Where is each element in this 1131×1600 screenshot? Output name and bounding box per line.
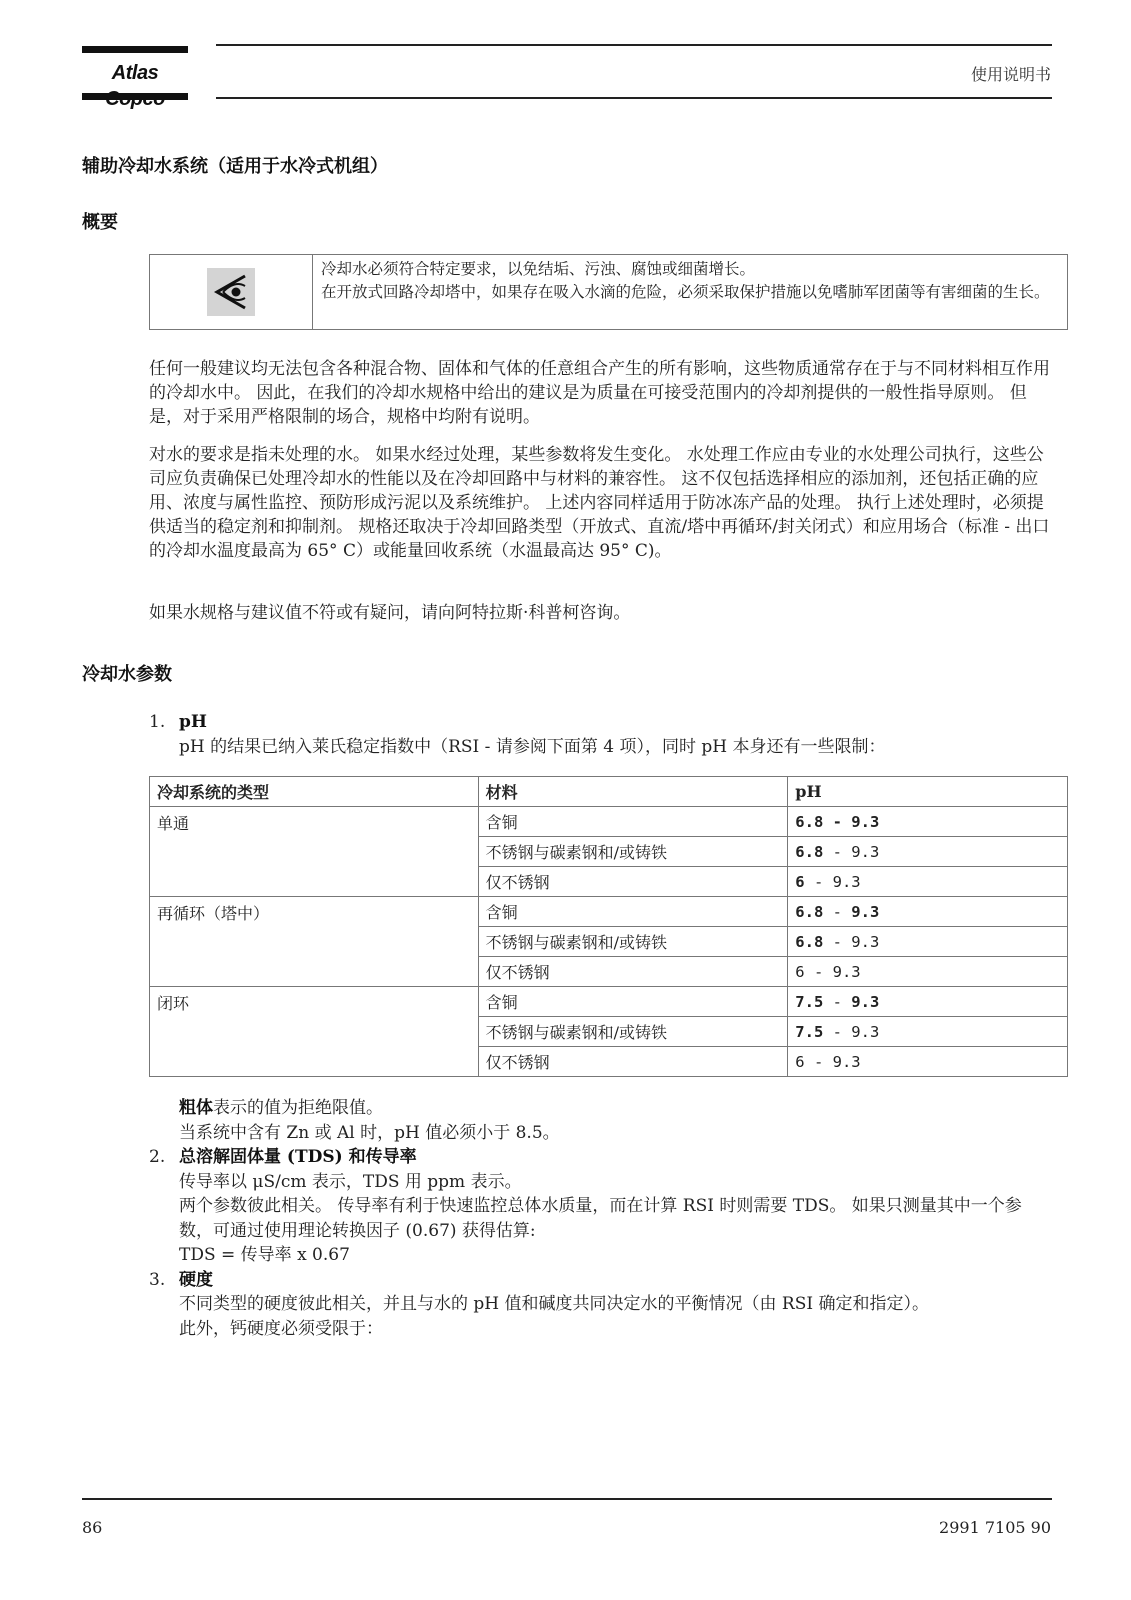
ph-sep: - bbox=[804, 1052, 833, 1071]
document-number: 2991 7105 90 bbox=[939, 1518, 1051, 1537]
material-cell: 含铜 bbox=[478, 987, 788, 1017]
ph-sep: - bbox=[804, 872, 833, 891]
bold-note bbox=[149, 1096, 1051, 1121]
ph-low: 7.5 bbox=[795, 992, 824, 1011]
ph-high: 9.3 bbox=[851, 992, 880, 1011]
ph-sep: - bbox=[823, 992, 852, 1011]
material-cell: 含铜 bbox=[478, 807, 788, 837]
page-number: 86 bbox=[82, 1518, 103, 1537]
header-material: 材料 bbox=[478, 777, 788, 807]
ph-high: 9.3 bbox=[851, 842, 880, 861]
ph-cell bbox=[788, 927, 1068, 957]
params-heading: 冷却水参数 bbox=[82, 664, 172, 685]
material-cell: 含铜 bbox=[478, 897, 788, 927]
ph-sep: - bbox=[823, 932, 852, 951]
table-header-row bbox=[150, 777, 1068, 807]
ph-sep: - bbox=[804, 962, 833, 981]
warning-icon-cell bbox=[150, 255, 313, 329]
material-cell: 不锈钢与碳素钢和/或铸铁 bbox=[478, 837, 788, 867]
ph-low: 6.8 bbox=[795, 932, 824, 951]
item-title: pH bbox=[179, 712, 207, 732]
ph-high: 9.3 bbox=[851, 932, 880, 951]
ph-sep: - bbox=[823, 812, 852, 831]
tds-formula: TDS = 传导率 x 0.67 bbox=[179, 1245, 350, 1265]
system-type-cell: 闭环 bbox=[150, 987, 479, 1077]
bold-note-emphasis: 粗体 bbox=[179, 1098, 213, 1118]
ph-low: 6 bbox=[795, 962, 805, 981]
footer-rule bbox=[82, 1498, 1052, 1500]
material-cell: 不锈钢与碳素钢和/或铸铁 bbox=[478, 927, 788, 957]
table-row bbox=[150, 807, 1068, 837]
ph-cell bbox=[788, 1047, 1068, 1077]
hardness-line-1: 不同类型的硬度彼此相关，并且与水的 pH 值和碱度共同决定水的平衡情况（由 RSI 确定和指定）。 bbox=[179, 1294, 929, 1314]
material-cell: 不锈钢与碳素钢和/或铸铁 bbox=[478, 1017, 788, 1047]
logo-wordmark: Atlas bbox=[111, 62, 159, 84]
item-number: 1. bbox=[149, 712, 166, 732]
section-title: 辅助冷却水系统（适用于水冷式机组） bbox=[82, 156, 388, 177]
ph-cell bbox=[788, 897, 1068, 927]
material-cell: 仅不锈钢 bbox=[478, 1047, 788, 1077]
ph-low: 6.8 bbox=[795, 812, 824, 831]
ph-low: 6.8 bbox=[795, 842, 824, 861]
ph-sep: - bbox=[823, 842, 852, 861]
tds-line-2: 两个参数彼此相关。 传导率有利于快速监控总体水质量，而在计算 RSI 时则需要 TDS。 如果只测量其中一个参数，可通过使用理论转换因子 (0.67) 获得估算: bbox=[179, 1196, 1022, 1241]
eye-warning-icon bbox=[207, 268, 255, 316]
header-ph: pH bbox=[788, 777, 1068, 807]
header-rule-top bbox=[216, 44, 1052, 46]
ph-cell bbox=[788, 957, 1068, 987]
ph-sep: - bbox=[823, 902, 852, 921]
document-type: 使用说明书 bbox=[970, 65, 1051, 84]
ph-limits-table bbox=[149, 776, 1068, 1077]
system-type-cell: 再循环（塔中） bbox=[150, 897, 479, 987]
ph-cell bbox=[788, 1017, 1068, 1047]
hardness-line-2: 此外，钙硬度必须受限于： bbox=[179, 1318, 383, 1339]
header-system-type: 冷却系统的类型 bbox=[150, 777, 479, 807]
tds-line-1: 传导率以 μS/cm 表示，TDS 用 ppm 表示。 bbox=[179, 1171, 522, 1192]
param-item-hardness bbox=[149, 1268, 1051, 1293]
ph-low: 6 bbox=[795, 872, 805, 891]
logo-top-bar bbox=[82, 46, 188, 53]
param-item-ph bbox=[149, 710, 1051, 759]
bold-note-text: 表示的值为拒绝限值。 bbox=[213, 1098, 383, 1118]
warning-text bbox=[313, 255, 1067, 329]
ph-sep: - bbox=[823, 1022, 852, 1041]
ph-high: 9.3 bbox=[832, 872, 861, 891]
item-number: 3. bbox=[149, 1269, 166, 1290]
ph-high: 9.3 bbox=[832, 1052, 861, 1071]
material-cell: 仅不锈钢 bbox=[478, 867, 788, 897]
item-number: 2. bbox=[149, 1147, 166, 1167]
ph-cell bbox=[788, 837, 1068, 867]
table-row bbox=[150, 987, 1068, 1017]
ph-high: 9.3 bbox=[851, 812, 880, 831]
table-row bbox=[150, 897, 1068, 927]
warning-line-2: 在开放式回路冷却塔中，如果存在吸入水滴的危险，必须采取保护措施以免嗜肺军团菌等有害细菌的生长。 bbox=[321, 283, 1050, 301]
header-rule-bottom bbox=[216, 97, 1052, 99]
ph-high: 9.3 bbox=[832, 962, 861, 981]
param-notes-and-items bbox=[149, 1096, 1051, 1341]
atlas-copco-logo bbox=[82, 46, 188, 100]
material-cell: 仅不锈钢 bbox=[478, 957, 788, 987]
param-item-tds bbox=[149, 1145, 1051, 1170]
overview-heading: 概要 bbox=[82, 212, 118, 233]
ph-low: 7.5 bbox=[795, 1022, 824, 1041]
ph-high: 9.3 bbox=[851, 1022, 880, 1041]
item-title: 硬度 bbox=[179, 1269, 213, 1290]
warning-line-1: 冷却水必须符合特定要求，以免结垢、污浊、腐蚀或细菌增长。 bbox=[321, 260, 756, 278]
logo-bottom-bar bbox=[82, 93, 188, 100]
paragraph-treatment: 对水的要求是指未处理的水。 如果水经过处理，某些参数将发生变化。 水处理工作应由专业的水处理公司执行，这些公司应负责确保已处理冷却水的性能以及在冷却回路中与材料的兼容性。 这不仅包括选择相应的添加剂，还包括正确的应用、浓度与属性监控、预防形成污泥以及系统维护。 上述内容同样适用于防冰冻产品的处理。 执行上述处理时，必须提供适当的稳定剂和抑制剂。 规格还取决于冷却回路类型（开放式、直流/塔中再循环/封关闭式）和应用场合（标准 - 出口的冷却水温度最高为 65° C）或能量回收系统（水温最高达 95° C)。 bbox=[149, 445, 1050, 561]
item-description: pH 的结果已纳入莱氏稳定指数中（RSI - 请参阅下面第 4 项），同时 pH 本身还有一些限制： bbox=[179, 736, 886, 757]
ph-cell bbox=[788, 807, 1068, 837]
system-type-cell: 单通 bbox=[150, 807, 479, 897]
ph-low: 6 bbox=[795, 1052, 805, 1071]
ph-cell bbox=[788, 987, 1068, 1017]
zn-al-note: 当系统中含有 Zn 或 Al 时，pH 值必须小于 8.5。 bbox=[179, 1122, 560, 1143]
ph-low: 6.8 bbox=[795, 902, 824, 921]
ph-cell bbox=[788, 867, 1068, 897]
paragraph-general: 任何一般建议均无法包含各种混合物、固体和气体的任意组合产生的所有影响，这些物质通常存在于与不同材料相互作用的冷却水中。 因此，在我们的冷却水规格中给出的建议是为质量在可接受范围内的冷却剂提供的一般性指导原则。 但是，对于采用严格限制的场合，规格中均附有说明。 bbox=[149, 359, 1050, 427]
paragraph-consult: 如果水规格与建议值不符或有疑问，请向阿特拉斯·科普柯咨询。 bbox=[149, 603, 631, 623]
item-title: 总溶解固体量 (TDS) 和传导率 bbox=[179, 1147, 417, 1167]
ph-high: 9.3 bbox=[851, 902, 880, 921]
warning-box bbox=[149, 254, 1068, 330]
